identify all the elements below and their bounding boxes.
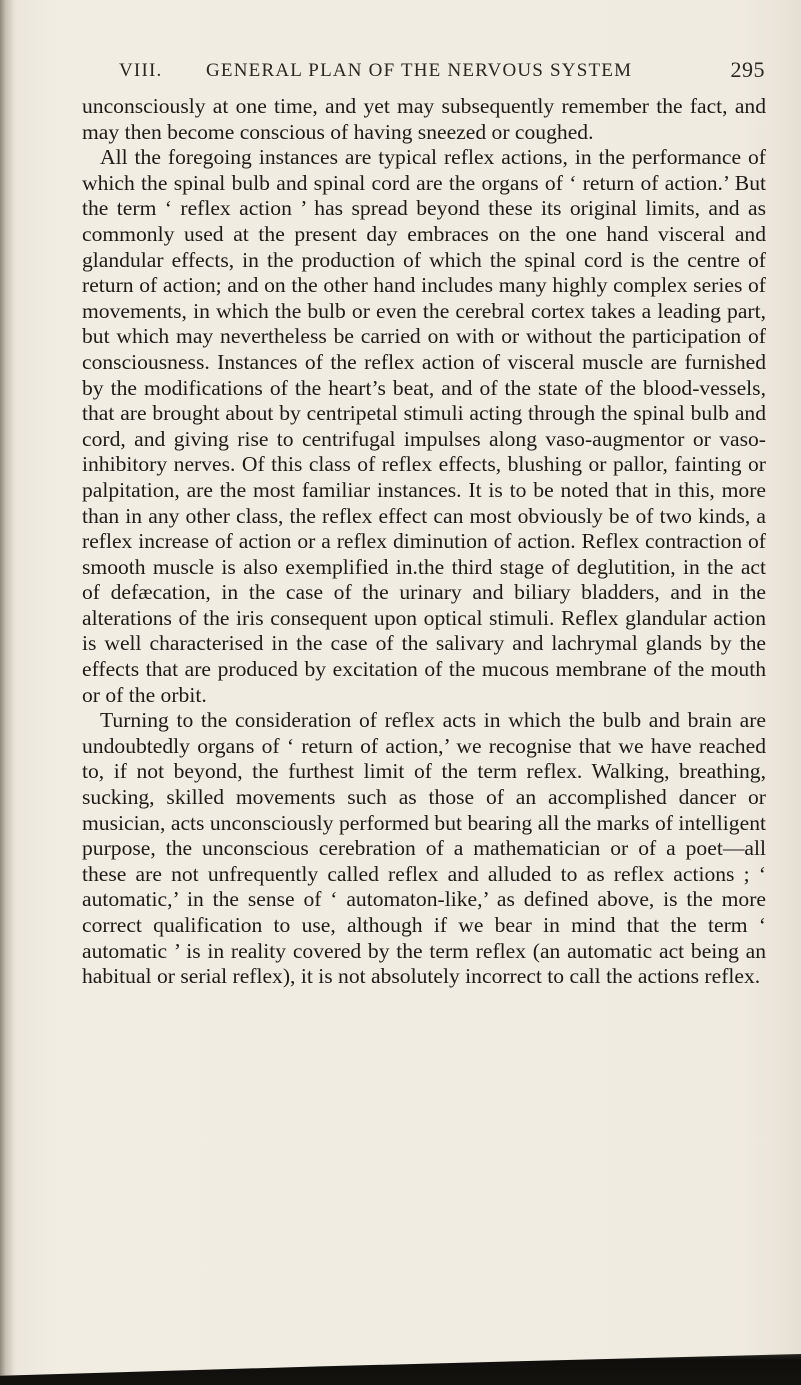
- running-head: [119, 57, 765, 90]
- binding-shadow: [0, 0, 14, 1385]
- body-text: [82, 94, 766, 990]
- chapter-title: GENERAL PLAN OF THE NERVOUS SYSTEM: [206, 60, 633, 81]
- paragraph-bulb-and-brain: Turning to the consideration of reflex acts in which the bulb and brain are undoubtedly organs of ‘ return of action,’ we recognise that we have reached to, if not beyond, the furthest limit of the term reflex. Walking, breathing, sucking, skilled movements such as those of an accomplished dancer or musician, acts unconsciously performed but bearing all the marks of intelligent purpose, the unconscious cerebration of a mathematician or of a poet—all these are not unfrequently called reflex and alluded to as reflex actions ; ‘ automatic,’ in the sense of ‘ automaton-like,’ as defined above, is the more correct qualification to use, although if we bear in mind that the term ‘ automatic ’ is in reality covered by the term reflex (an automatic act being an habitual or serial reflex), it is not absolutely incorrect to call the actions reflex.: [82, 708, 766, 989]
- chapter-number: VIII.: [119, 60, 163, 81]
- page-number: 295: [730, 57, 765, 82]
- paragraph-reflex-actions: All the foregoing instances are typical reflex actions, in the performance of which the spinal bulb and spinal cord are the organs of ‘ return of action.’ But the term ‘ reflex action ’ has spread beyond these its original limits, and as commonly used at the present day embraces on the one hand visceral and glandular effects, in the production of which the spinal cord is the centre of return of action; and on the other hand includes many highly complex series of movements, in which the bulb or even the cerebral cortex takes a leading part, but which may nevertheless be carried on with or without the participation of consciousness. Instances of the reflex action of visceral muscle are furnished by the modifications of the heart’s beat, and of the state of the blood-vessels, that are brought about by centripetal stimuli acting through the spinal bulb and cord, and giving rise to centrifugal impulses along vaso-augmentor or vaso-inhibitory nerves. Of this class of reflex effects, blushing or pallor, fainting or palpitation, are the most familiar instances. It is to be noted that in this, more than in any other class, the reflex effect can most obviously be of two kinds, a reflex increase of action or a reflex diminution of action. Reflex contraction of smooth muscle is also exemplified in.the third stage of deglutition, in the act of defæcation, in the case of the urinary and biliary bladders, and in the alterations of the iris consequent upon optical stimuli. Reflex glandular action is well characterised in the case of the salivary and lachrymal glands by the effects that are produced by excitation of the mucous membrane of the mouth or of the orbit.: [82, 145, 766, 707]
- paragraph-continuation: unconsciously at one time, and yet may subsequently remember the fact, and may then become conscious of having sneezed or coughed.: [82, 94, 766, 144]
- page-bottom-edge: [0, 1354, 801, 1385]
